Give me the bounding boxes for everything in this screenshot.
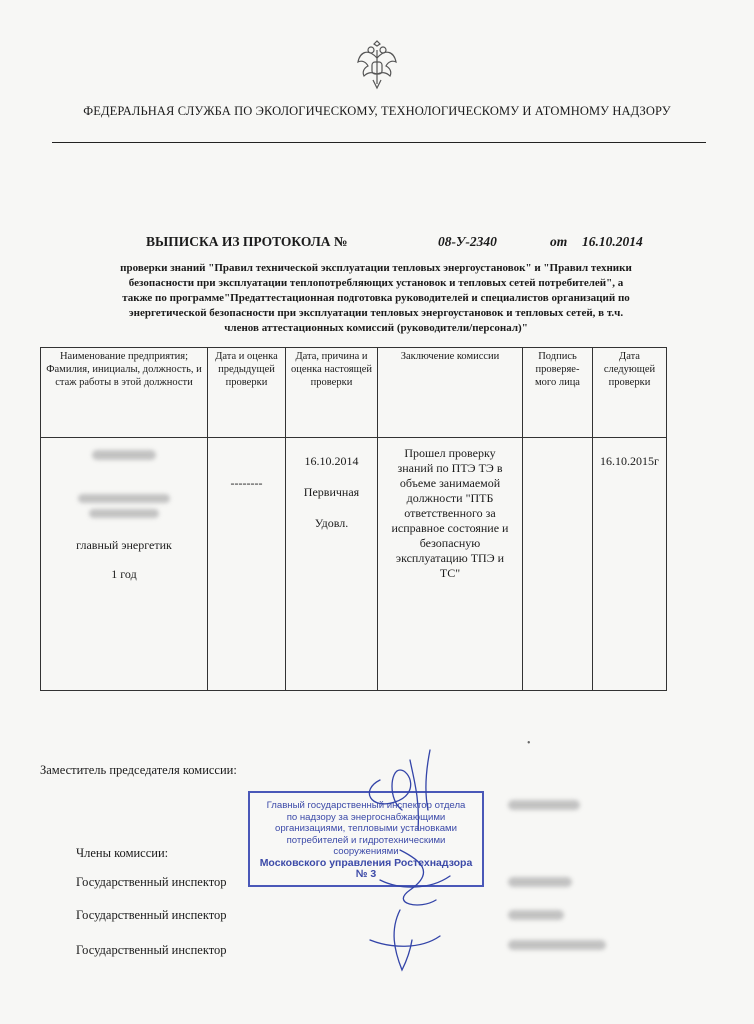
inspector-label: Государственный инспектор bbox=[76, 875, 227, 889]
double-headed-eagle-emblem-icon bbox=[354, 40, 400, 92]
next-check-date: 16.10.2015г bbox=[600, 454, 659, 468]
deputy-chair-label: Заместитель председателя комиссии: bbox=[40, 763, 237, 777]
conclusion-cell bbox=[378, 438, 523, 691]
table-row bbox=[41, 438, 667, 691]
redacted-name bbox=[89, 509, 159, 518]
previous-check-cell bbox=[208, 438, 286, 691]
conclusion-line: ТС" bbox=[439, 566, 461, 580]
protocol-date: 16.10.2014 bbox=[582, 234, 643, 249]
subject-paragraph bbox=[38, 261, 714, 336]
col-header-employee: Наименование предприятия; Фамилия, инициалы, должность, и стаж работы в этой должности bbox=[41, 348, 208, 438]
conclusion-line: должности "ПТБ bbox=[406, 491, 494, 505]
next-check-cell bbox=[593, 438, 667, 691]
stamp-line: потребителей и гидротехническими bbox=[286, 834, 446, 846]
conclusion-line: Прошел проверку bbox=[404, 446, 496, 460]
col-header-previous-check: Дата и оценка предыдущей проверки bbox=[208, 348, 286, 438]
conclusion-line: исправное состояние и bbox=[391, 521, 509, 535]
col-header-conclusion: Заключение комиссии bbox=[378, 348, 523, 438]
current-check-date: 16.10.2014 bbox=[304, 454, 359, 468]
subject-line: проверки знаний "Правил технической эксплуатации тепловых энергоустановок" и "Правил техники bbox=[120, 262, 632, 274]
redacted-company bbox=[92, 450, 156, 460]
col-header-next-check: Дата следующей проверки bbox=[593, 348, 667, 438]
members-label: Члены комиссии: bbox=[76, 846, 169, 860]
col-header-signature: Подпись проверяе-мого лица bbox=[523, 348, 593, 438]
signature-cell bbox=[523, 438, 593, 691]
subject-line: безопасности при эксплуатации теплопотребляющих установок и тепловых сетей потребителей", а bbox=[128, 277, 624, 289]
employee-experience: 1 год bbox=[111, 567, 137, 581]
table-header-row bbox=[41, 348, 667, 438]
conclusion-line: эксплуатацию ТПЭ и bbox=[395, 551, 505, 565]
stamp-line: по надзору за энергоснабжающими bbox=[286, 811, 446, 823]
document-title: ВЫПИСКА ИЗ ПРОТОКОЛА № bbox=[146, 234, 348, 249]
redacted-signatory-name bbox=[508, 800, 580, 810]
conclusion-line: ответственного за bbox=[404, 506, 496, 520]
inspector-label: Государственный инспектор bbox=[76, 908, 227, 922]
protocol-number: 08-У-2340 bbox=[438, 234, 497, 249]
inspector-label: Государственный инспектор bbox=[76, 943, 227, 957]
redacted-signatory-name bbox=[508, 910, 564, 920]
stamp-org: Московского управления Ростехнадзора bbox=[259, 856, 473, 869]
redacted-name bbox=[78, 494, 170, 503]
subject-line: энергетической безопасности при эксплуатации тепловых энергоустановок и тепловых сетей, в т.ч. bbox=[128, 307, 624, 319]
handwritten-signature bbox=[340, 740, 470, 980]
stamp-number: № 3 bbox=[355, 868, 377, 880]
conclusion-line: безопасную bbox=[419, 536, 481, 550]
header-divider bbox=[52, 142, 706, 143]
subject-line: также по программе"Предаттестационная подготовка руководителей и специалистов организаций по bbox=[122, 292, 630, 304]
current-check-cell bbox=[286, 438, 378, 691]
current-check-result: Удовл. bbox=[314, 516, 349, 530]
stamp-line: сооружениями bbox=[333, 846, 399, 857]
employee-cell bbox=[41, 438, 208, 691]
date-prefix: от bbox=[550, 234, 568, 249]
paper-mark: • bbox=[527, 738, 531, 749]
stamp-line: Главный государственный инспектор отдела bbox=[266, 800, 466, 811]
col-header-current-check: Дата, причина и оценка настоящей проверки bbox=[286, 348, 378, 438]
stamp-line: организациями, тепловыми установками bbox=[274, 823, 458, 834]
redacted-signatory-name bbox=[508, 940, 606, 950]
redacted-signatory-name bbox=[508, 877, 572, 887]
subject-line: членов аттестационных комиссий (руководители/персонал)" bbox=[224, 322, 528, 334]
previous-check-value: -------- bbox=[230, 476, 263, 490]
results-table bbox=[40, 347, 667, 691]
agency-name: ФЕДЕРАЛЬНАЯ СЛУЖБА ПО ЭКОЛОГИЧЕСКОМУ, ТЕХНОЛОГИЧЕСКОМУ И АТОМНОМУ НАДЗОРУ bbox=[83, 104, 671, 118]
conclusion-line: объеме занимаемой bbox=[399, 476, 501, 490]
current-check-reason: Первичная bbox=[303, 485, 360, 499]
conclusion-line: знаний по ПТЭ ТЭ в bbox=[397, 461, 503, 475]
employee-position: главный энергетик bbox=[76, 538, 172, 552]
